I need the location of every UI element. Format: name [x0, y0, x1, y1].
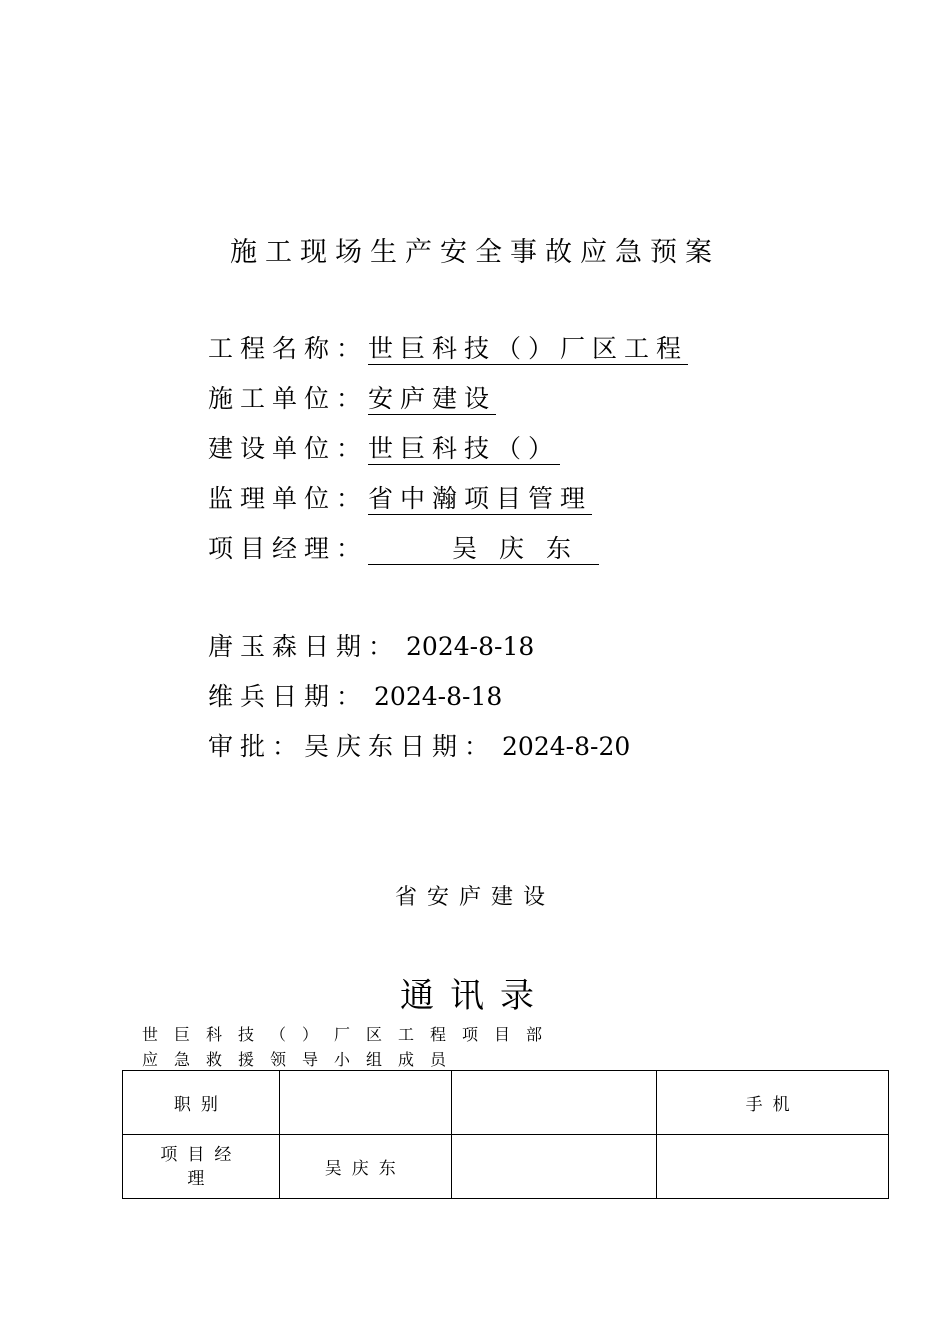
table-cell-position: 项目经理: [123, 1135, 280, 1199]
project-manager-value: 吴庆东: [368, 534, 599, 565]
supervisor-field: [208, 482, 592, 516]
owner-value: 世巨科技（）: [368, 434, 561, 463]
signature-2-date: 2024-8-18: [374, 682, 503, 711]
table-cell-name: 吴庆东: [279, 1135, 451, 1199]
signature-line-2: [208, 680, 502, 714]
signature-line-3: [208, 730, 630, 764]
signature-3-date: 2024-8-20: [502, 732, 631, 761]
signature-2-label: 维兵日期：: [208, 682, 369, 711]
owner-label: 建设单位：: [208, 434, 369, 463]
contacts-subtitle-2: 应急救援领导小组成员: [142, 1050, 463, 1069]
document-title: 施工现场生产安全事故应急预案: [230, 237, 720, 268]
header-cell-name: [279, 1071, 451, 1135]
table-header-row: [123, 1071, 889, 1135]
project-name-value: 世巨科技（）厂区工程: [368, 334, 689, 363]
header-cell-phone: [451, 1071, 657, 1135]
project-name-label: 工程名称：: [208, 334, 369, 363]
contacts-title: 通讯录: [400, 976, 550, 1016]
contact-table: [122, 1070, 889, 1199]
table-row: [123, 1135, 889, 1199]
table-cell-phone: [451, 1135, 657, 1199]
company-name: 省安庐建设: [394, 885, 555, 910]
contractor-value: 安庐建设: [368, 384, 497, 413]
header-cell-position: 职别: [123, 1071, 280, 1135]
signature-1-label: 唐玉森日期：: [208, 632, 401, 661]
contacts-subtitle-1: 世巨科技（）厂区工程项目部: [142, 1025, 559, 1044]
supervisor-value: 省中瀚项目管理: [368, 484, 593, 513]
contractor-label: 施工单位：: [208, 384, 369, 413]
project-manager-field: [208, 532, 599, 566]
header-cell-mobile: 手机: [657, 1071, 889, 1135]
signature-1-date: 2024-8-18: [406, 632, 535, 661]
project-name-field: [208, 332, 688, 366]
supervisor-label: 监理单位：: [208, 484, 369, 513]
signature-3-label: 审批：吴庆东日期：: [208, 732, 497, 761]
project-manager-label: 项目经理：: [208, 534, 369, 563]
owner-field: [208, 432, 560, 466]
table-cell-mobile: [657, 1135, 889, 1199]
signature-line-1: [208, 630, 534, 664]
contractor-field: [208, 382, 496, 416]
